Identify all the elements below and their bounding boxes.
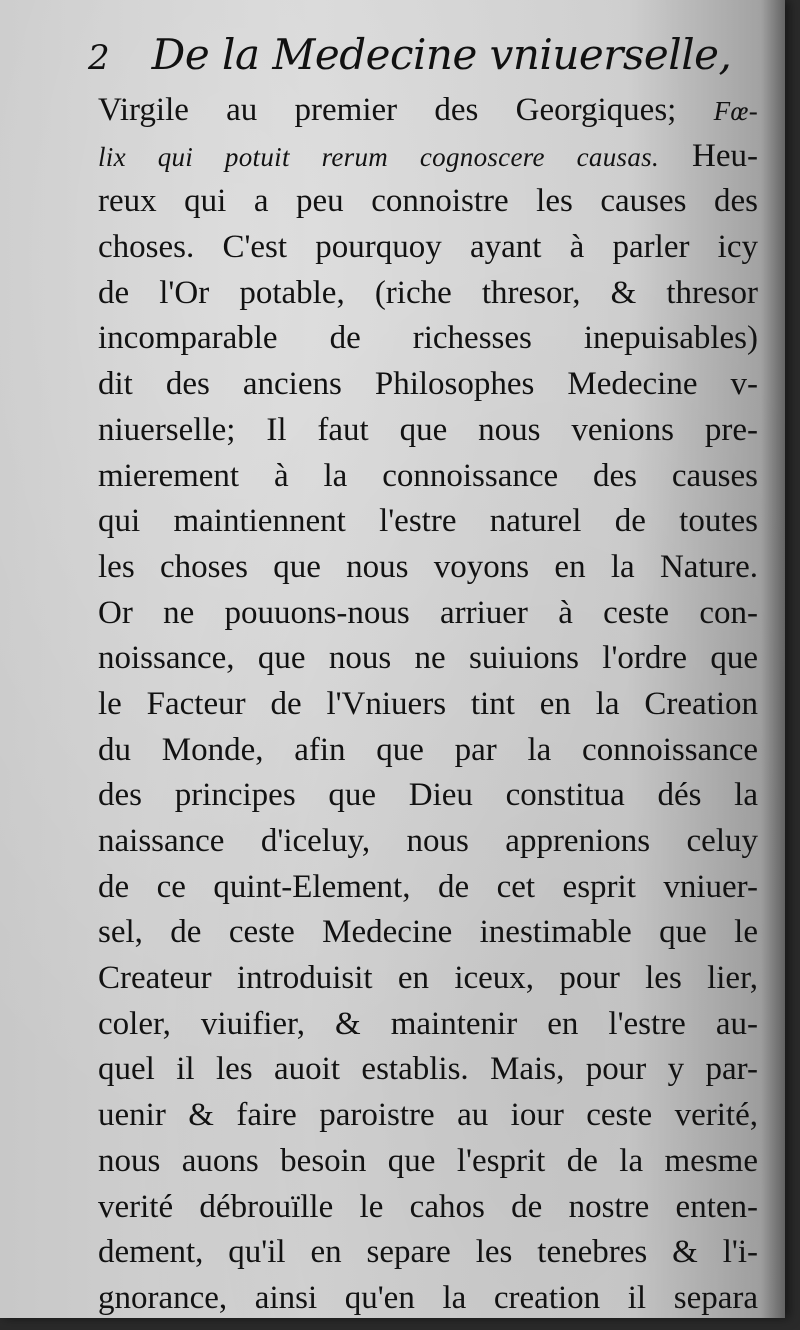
text-line-18: de ce quint-Element, de cet esprit vniuer- bbox=[98, 868, 758, 905]
page-edge-shadow bbox=[761, 0, 785, 1318]
text-line-1-italic: Fœ- bbox=[713, 96, 758, 126]
text-line-1 bbox=[98, 88, 758, 134]
text-line-20: Createur introduisit en iceux, pour les lier, bbox=[98, 960, 758, 997]
text-line-4: choses. C'est pourquoy ayant à parler icy bbox=[98, 229, 758, 266]
text-line-21: coler, viuifier, & maintenir en l'estre au- bbox=[98, 1005, 758, 1042]
page-number: 2 bbox=[88, 38, 110, 78]
text-line-5: de l'Or potable, (riche thresor, & thresor bbox=[98, 274, 758, 311]
text-line-25: verité débrouïlle le cahos de nostre enten- bbox=[98, 1188, 758, 1225]
text-line-6: incomparable de richesses inepuisables) bbox=[98, 320, 758, 357]
text-line-23: uenir & faire paroistre au iour ceste verité, bbox=[98, 1097, 758, 1134]
text-line-13: noissance, que nous ne suiuions l'ordre que bbox=[98, 640, 758, 677]
text-line-2-roman: Heu- bbox=[692, 137, 759, 174]
text-line-11: les choses que nous voyons en la Nature. bbox=[98, 548, 758, 585]
text-line-24: nous auons besoin que l'esprit de la mesme bbox=[98, 1142, 758, 1179]
page-header bbox=[88, 30, 731, 92]
text-line-22: quel il les auoit establis. Mais, pour y par- bbox=[98, 1051, 758, 1088]
text-line-1-roman: Virgile au premier des Georgiques; bbox=[98, 92, 677, 128]
text-line-2 bbox=[98, 134, 758, 180]
text-line-3: reux qui a peu connoistre les causes des bbox=[98, 183, 758, 220]
running-head: De la Medecine vniuerselle, bbox=[151, 30, 732, 79]
text-line-2-italic: lix qui potuit rerum cognoscere causas. bbox=[98, 141, 660, 172]
text-line-17: naissance d'iceluy, nous apprenions celuy bbox=[98, 823, 758, 859]
text-line-12: Or ne pouuons-nous arriuer à ceste con- bbox=[98, 594, 758, 631]
text-line-16: des principes que Dieu constitua dés la bbox=[98, 777, 758, 814]
text-line-9: mierement à la connoissance des causes bbox=[98, 457, 758, 494]
text-line-7: dit des anciens Philosophes Medecine v- bbox=[98, 366, 758, 403]
text-line-19: sel, de ceste Medecine inestimable que le bbox=[98, 914, 758, 951]
text-line-27: gnorance, ainsi qu'en la creation il separa bbox=[98, 1279, 758, 1316]
text-line-10: qui maintiennent l'estre naturel de toutes bbox=[98, 503, 758, 540]
body-text bbox=[98, 88, 758, 1322]
text-line-8: niuerselle; Il faut que nous venions pre- bbox=[98, 411, 758, 448]
text-line-15: du Monde, afin que par la connoissance bbox=[98, 731, 758, 768]
text-line-14: le Facteur de l'Vniuers tint en la Creation bbox=[98, 685, 758, 722]
text-line-26: dement, qu'il en separe les tenebres & l'i- bbox=[98, 1234, 758, 1271]
